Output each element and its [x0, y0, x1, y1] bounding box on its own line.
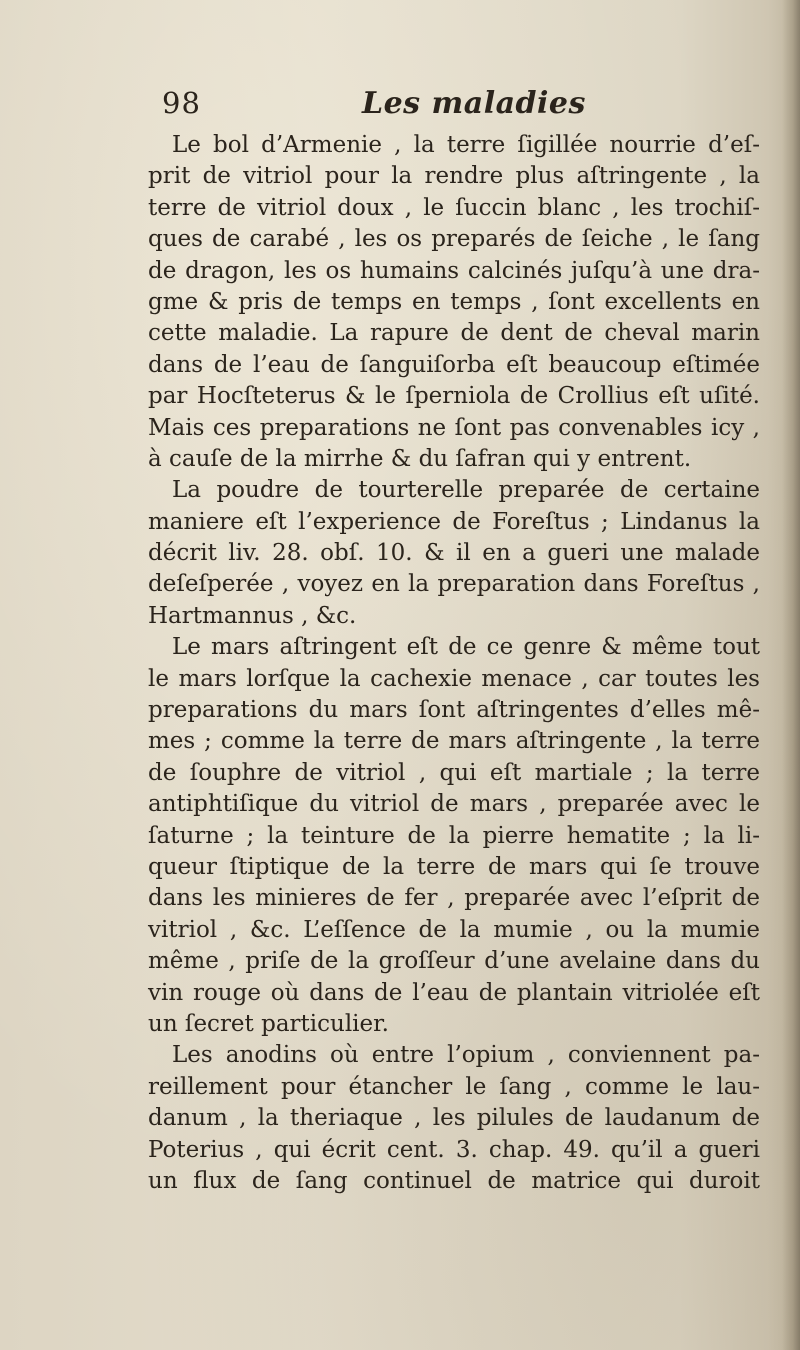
running-title: Les maladies	[362, 86, 586, 121]
text-line: même , priſe de la groſſeur d’une avelaine dans du	[148, 948, 760, 975]
text-line: danum , la theriaque , les pilules de laudanum de	[148, 1105, 760, 1132]
text-line: terre de vitriol doux , le ſuccin blanc , les trochiſ-	[148, 194, 760, 221]
paragraph	[148, 130, 760, 475]
paragraph	[148, 1040, 760, 1197]
text-line: cette maladie. La rapure de dent de cheval marin	[148, 320, 760, 347]
text-line: Le bol d’Armenie , la terre ſigillée nourrie d’eſ-	[172, 132, 760, 158]
text-line: vin rouge où dans de l’eau de plantain vitriolée eſt	[148, 979, 760, 1006]
text-line: vitriol , &c. L’eſſence de la mumie , ou la mumie	[148, 916, 760, 943]
text-line: Le mars aſtringent eſt de ce genre & même tout	[172, 634, 760, 661]
text-line: ſaturne ; la teinture de la pierre hematite ; la li-	[148, 822, 760, 849]
text-line: Les anodins où entre l’opium , conviennent pa-	[172, 1042, 760, 1069]
text-line: preparations du mars ſont aſtringentes d’elles mê-	[148, 697, 760, 724]
page-number: 98	[162, 86, 201, 120]
text-line: Hartmannus , &c.	[148, 602, 357, 629]
text-line: gme & pris de temps en temps , ſont excellents en	[148, 288, 760, 315]
paragraph	[148, 632, 760, 1040]
text-line: prit de vitriol pour la rendre plus aſtringente , la	[148, 163, 760, 190]
text-line: un flux de ſang continuel de matrice qui duroit	[148, 1167, 760, 1194]
page-edge-shadow	[782, 0, 800, 1350]
text-line: antiphtiſique du vitriol de mars , preparée avec le	[148, 791, 760, 818]
text-line: dans de l’eau de ſanguiſorba eſt beaucoup eſtimée	[148, 351, 760, 378]
text-line: à cauſe de la mirrhe & du ſafran qui y entrent.	[148, 445, 692, 472]
text-line: ques de carabé , les os preparés de ſeiche , le ſang	[148, 226, 760, 253]
body-text	[148, 130, 760, 1197]
text-line: reillement pour étancher le ſang , comme le lau-	[148, 1073, 760, 1100]
text-line: deſeſperée , voyez en la preparation dans Foreſtus ,	[148, 571, 760, 598]
text-line: maniere eſt l’experience de Foreſtus ; Lindanus la	[148, 508, 760, 535]
text-line: de ſouphre de vitriol , qui eſt martiale ; la terre	[148, 759, 760, 786]
text-line: de dragon, les os humains calcinés juſqu’à une dra-	[148, 257, 760, 284]
text-line: un ſecret particulier.	[148, 1010, 389, 1037]
text-line: par Hocſteterus & le ſperniola de Crollius eſt uſité.	[148, 383, 760, 410]
text-line: queur ſtiptique de la terre de mars qui ſe trouve	[148, 853, 760, 880]
text-line: le mars lorſque la cachexie menace , car toutes les	[148, 665, 760, 692]
text-line: La poudre de tourterelle preparée de certaine	[172, 477, 760, 504]
text-line: dans les minieres de fer , preparée avec l’eſprit de	[148, 885, 760, 912]
paragraph	[148, 475, 760, 632]
text-line: Mais ces preparations ne ſont pas convenables icy ,	[148, 414, 760, 441]
text-line: décrit liv. 28. obſ. 10. & il en a gueri une malade	[148, 540, 760, 567]
text-line: Poterius , qui écrit cent. 3. chap. 49. qu’il a gueri	[148, 1136, 760, 1163]
text-line: mes ; comme la terre de mars aſtringente , la terre	[148, 728, 760, 755]
page-header	[162, 86, 762, 126]
